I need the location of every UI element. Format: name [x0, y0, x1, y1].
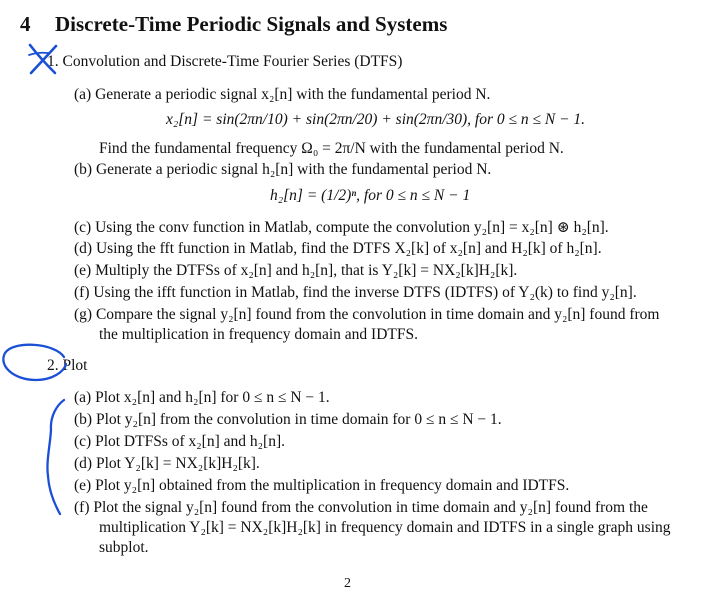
item-label: (e) — [74, 477, 92, 494]
item-label: (e) — [74, 262, 92, 279]
circle-mark — [3, 345, 66, 380]
item-label: (c) — [74, 219, 92, 236]
item-text: subplot. — [99, 539, 149, 556]
item-text: Multiply the DTFSs of x₂[n] and h₂[n], that is Y₂[k] = NX₂[k]H₂[k]. — [95, 262, 518, 279]
item-text: Using the ifft function in Matlab, find the inverse DTFS (IDTFS) of Y₂(k) to find y₂[n]. — [93, 284, 637, 301]
problem-2-number: 2. — [47, 357, 59, 374]
item-text: Plot Y₂[k] = NX₂[k]H₂[k]. — [95, 455, 260, 472]
item-text: Plot x₂[n] and h₂[n] for 0 ≤ n ≤ N − 1. — [95, 389, 330, 406]
bracket-mark — [47, 400, 64, 514]
item-label: (c) — [74, 433, 92, 450]
problem-2-title: Plot — [62, 357, 88, 374]
item-text: Generate a periodic signal x₂[n] with the fundamental period N. — [95, 86, 491, 103]
item-text: Plot DTFSs of x₂[n] and h₂[n]. — [95, 433, 285, 450]
item-text: Generate a periodic signal h₂[n] with the fundamental period N. — [95, 161, 492, 178]
item-text: Plot the signal y₂[n] found from the convolution in time domain and y₂[n] found from the — [93, 499, 648, 516]
item-label: (f) — [74, 499, 90, 516]
problem-1-number: 1. — [47, 53, 59, 70]
section-title: Discrete-Time Periodic Signals and Systems — [55, 12, 448, 36]
item-label: (a) — [74, 86, 92, 103]
section-number: 4 — [20, 12, 31, 36]
item-label: (f) — [74, 284, 90, 301]
item-label: (b) — [74, 161, 93, 178]
item-label: (d) — [74, 455, 93, 472]
item-text: Plot y₂[n] obtained from the multiplication in frequency domain and IDTFS. — [95, 477, 570, 494]
item-text: Compare the signal y₂[n] found from the convolution in time domain and y₂[n] found from — [95, 306, 660, 323]
item-label: (g) — [74, 306, 93, 323]
item-label: (d) — [74, 240, 93, 257]
item-text: Find the fundamental frequency Ω₀ = 2π/N with the fundamental period N. — [99, 140, 564, 157]
item-label: (a) — [74, 389, 92, 406]
equation-text: h₂[n] = (1/2)ⁿ, for 0 ≤ n ≤ N − 1 — [270, 187, 471, 204]
item-text: multiplication Y₂[k] = NX₂[k]H₂[k] in frequency domain and IDTFS in a single graph using — [99, 519, 671, 536]
item-text: Using the fft function in Matlab, find the DTFS X₂[k] of x₂[n] and H₂[k] of h₂[n]. — [95, 240, 602, 257]
item-text: Plot y₂[n] from the convolution in time domain for 0 ≤ n ≤ N − 1. — [95, 411, 502, 428]
page-number: 2 — [344, 576, 351, 591]
equation-text: x₂[n] = sin(2πn/10) + sin(2πn/20) + sin(2πn/30), for 0 ≤ n ≤ N − 1. — [166, 111, 586, 128]
item-text: Using the conv function in Matlab, compute the convolution y₂[n] = x₂[n] ⊛ h₂[n]. — [95, 219, 609, 236]
problem-1-title: Convolution and Discrete-Time Fourier Series (DTFS) — [62, 53, 403, 70]
item-label: (b) — [74, 411, 93, 428]
item-text: the multiplication in frequency domain and IDTFS. — [99, 326, 418, 343]
